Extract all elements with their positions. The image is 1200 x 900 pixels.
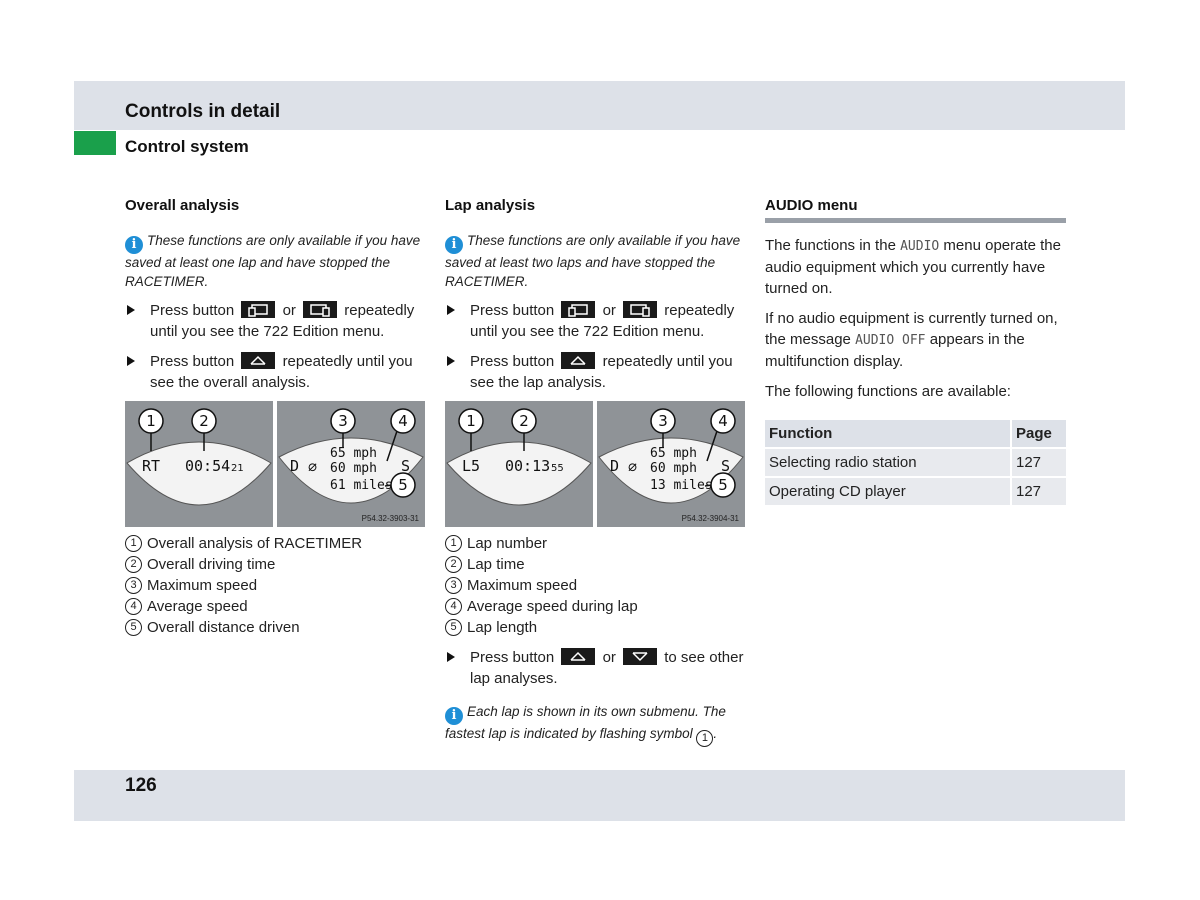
info-icon: i — [445, 707, 463, 725]
display-speed-avg: 60 mph — [650, 461, 697, 476]
heading-rule — [765, 218, 1066, 223]
svg-text:4: 4 — [398, 412, 408, 430]
svg-text:1: 1 — [146, 412, 156, 430]
up-button-icon — [241, 352, 275, 369]
audio-functions-table — [765, 418, 1066, 507]
overall-step-1: Press button or repeatedly until you see the 722 Edition menu. — [125, 300, 427, 342]
table-row: Operating CD player 127 — [765, 478, 1066, 505]
up-button-icon — [561, 352, 595, 369]
display-mode: RT — [142, 457, 161, 475]
section-title: Control system — [125, 137, 249, 156]
overall-step-2: Press button repeatedly until you see the overall analysis. — [125, 351, 427, 393]
lap-legend — [445, 533, 747, 638]
lap-note-2: i Each lap is shown in its own submenu. The fastest lap is indicated by flashing symbol 1 . — [445, 703, 747, 747]
table-row: Selecting radio station 127 — [765, 449, 1066, 476]
legend-item-5: 5 Lap length — [445, 617, 747, 638]
header-function: Function — [765, 420, 1010, 447]
next-display-button-icon — [303, 301, 337, 318]
overall-display-figure — [125, 401, 425, 527]
audio-menu-column — [765, 196, 1066, 507]
down-button-icon — [623, 648, 657, 665]
lap-step-2: Press button repeatedly until you see the lap analysis. — [445, 351, 747, 393]
svg-text:5: 5 — [718, 476, 728, 494]
display-speed-avg: 60 mph — [330, 461, 377, 476]
lap-display-figure — [445, 401, 745, 527]
lap-analysis-column — [445, 196, 747, 747]
audio-paragraph-3: The following functions are available: — [765, 383, 1011, 400]
svg-text:3: 3 — [658, 412, 668, 430]
display-speed-max: 65 mph — [650, 446, 697, 461]
audio-paragraph-1: The functions in the AUDIO menu operate the audio equipment which you currently have turned on. — [765, 237, 1061, 297]
legend-item-2: 2 Overall driving time — [125, 554, 427, 575]
svg-text:4: 4 — [718, 412, 728, 430]
overall-legend — [125, 533, 427, 638]
display-gear: D — [610, 457, 620, 475]
svg-text:2: 2 — [199, 412, 209, 430]
legend-item-5: 5 Overall distance driven — [125, 617, 427, 638]
page-number: 126 — [125, 775, 157, 796]
overall-heading: Overall analysis — [125, 197, 240, 214]
display-time: 00:54 — [185, 457, 231, 475]
legend-item-3: 3 Maximum speed — [445, 575, 747, 596]
lap-step-3: Press button or to see other lap analyses. — [445, 647, 747, 689]
display-time-sub: 21 — [231, 463, 244, 474]
display-speed-max: 65 mph — [330, 446, 377, 461]
display-distance: 61 miles — [330, 478, 393, 493]
legend-item-1: 1 Lap number — [445, 533, 747, 554]
display-time: 00:13 — [505, 457, 551, 475]
svg-text:5: 5 — [398, 476, 408, 494]
lap-heading: Lap analysis — [445, 197, 536, 214]
section-marker — [74, 131, 116, 155]
table-header-row — [765, 420, 1066, 447]
svg-text:3: 3 — [338, 412, 348, 430]
display-s: S — [401, 457, 411, 475]
legend-item-4: 4 Average speed during lap — [445, 596, 747, 617]
legend-item-1: 1 Overall analysis of RACETIMER — [125, 533, 427, 554]
overall-analysis-column — [125, 196, 427, 638]
overall-note: i These functions are only available if you have saved at least one lap and have stopped the RACETIMER. — [125, 233, 421, 289]
legend-item-4: 4 Average speed — [125, 596, 427, 617]
display-mode: L5 — [462, 457, 481, 475]
prev-display-button-icon — [561, 301, 595, 318]
footer-band — [74, 770, 1125, 821]
display-gear: D — [290, 457, 300, 475]
info-icon: i — [125, 236, 143, 254]
audio-paragraph-2: If no audio equipment is currently turned on, the message AUDIO OFF appears in the multifunction display. — [765, 310, 1058, 370]
legend-item-2: 2 Lap time — [445, 554, 747, 575]
display-time-sub: 55 — [551, 463, 564, 474]
display-distance: 13 miles — [650, 478, 713, 493]
figure-code: P54.32-3904-31 — [681, 514, 739, 523]
svg-text:1: 1 — [466, 412, 476, 430]
chapter-title: Controls in detail — [125, 101, 281, 122]
prev-display-button-icon — [241, 301, 275, 318]
figure-code: P54.32-3903-31 — [361, 514, 419, 523]
next-display-button-icon — [623, 301, 657, 318]
up-button-icon — [561, 648, 595, 665]
header-page: Page — [1010, 420, 1066, 447]
info-icon: i — [445, 236, 463, 254]
audio-heading: AUDIO menu — [765, 197, 858, 214]
legend-item-3: 3 Maximum speed — [125, 575, 427, 596]
lap-step-1: Press button or repeatedly until you see the 722 Edition menu. — [445, 300, 747, 342]
lap-note: i These functions are only available if you have saved at least two laps and have stopped the RACETIMER. — [445, 233, 741, 289]
display-s: S — [721, 457, 731, 475]
svg-text:⌀: ⌀ — [308, 457, 318, 475]
svg-text:⌀: ⌀ — [628, 457, 638, 475]
svg-text:2: 2 — [519, 412, 529, 430]
